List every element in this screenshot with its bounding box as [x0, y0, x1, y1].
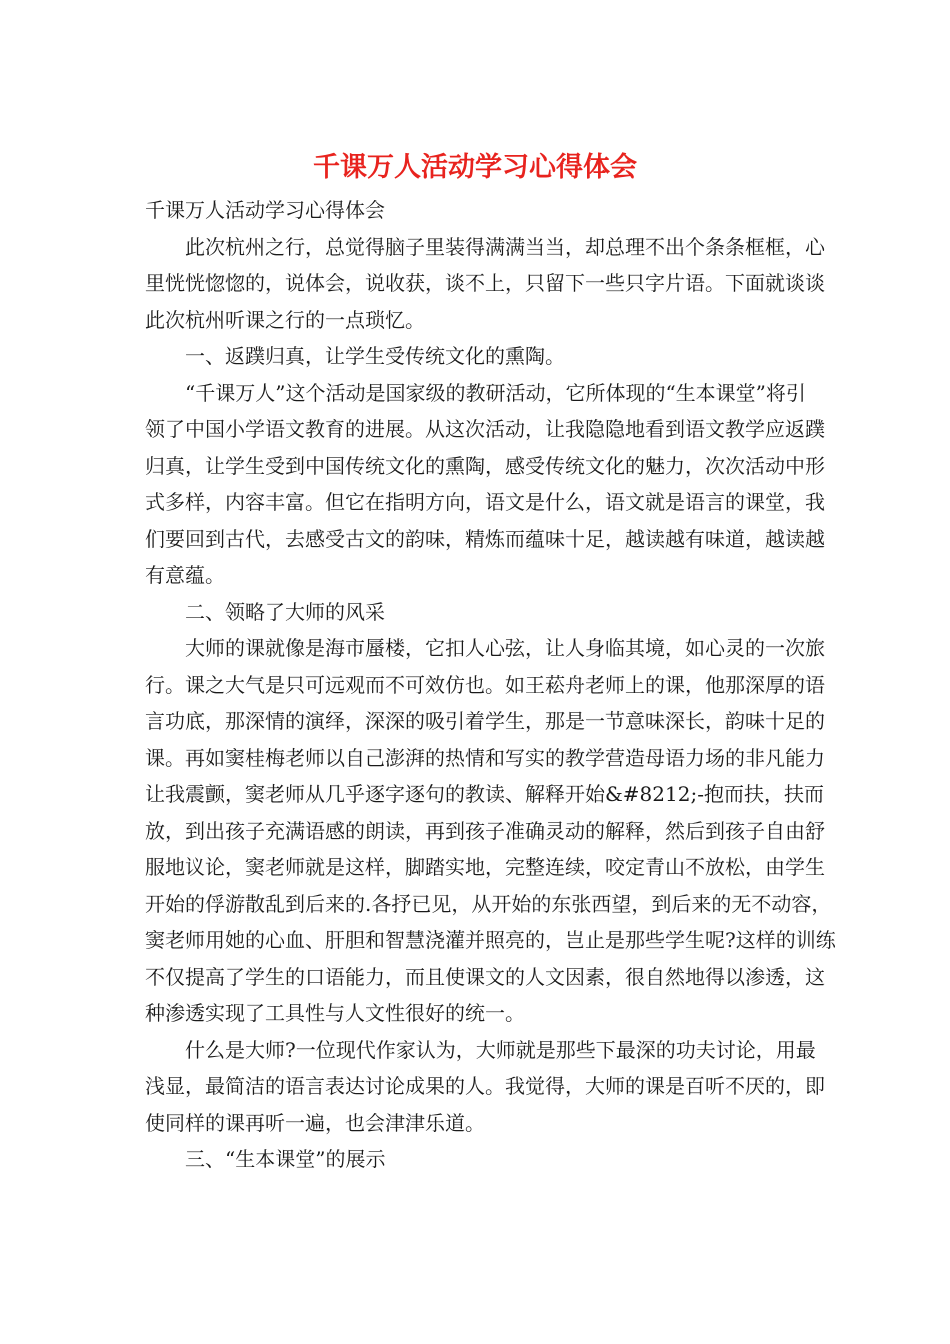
- paragraph-master-definition: 什么是大师?一位现代作家认为，大师就是那些下最深的功夫讨论，用最浅显，最简洁的语言表达讨论成果的人。我觉得，大师的课是百听不厌的，即使同样的课再听一遍，也会津津乐道。: [145, 1037, 825, 1135]
- document-subtitle: 千课万人活动学习心得体会: [145, 198, 385, 222]
- paragraph-section-1: “千课万人”这个活动是国家级的教研活动，它所体现的“生本课堂”将引领了中国小学语文教育的进展。从这次活动，让我隐隐地看到语文教学应返蹼归真，让学生受到中国传统文化的熏陶，感受传统文化的魅力，次次活动中形式多样，内容丰富。但它在指明方向，语文是什么，语文就是语言的课堂，我们要回到古代，去感受古文的韵味，精炼而蕴味十足，越读越有味道，越读越有意蕴。: [145, 380, 825, 587]
- section-heading-3: 三、“生本课堂”的展示: [185, 1147, 386, 1171]
- paragraph-section-2: 大师的课就像是海市蜃楼，它扣人心弦，让人身临其境，如心灵的一次旅行。课之大气是只可远观而不可效仿也。如王菘舟老师上的课，他那深厚的语言功底，那深情的演绎，深深的吸引着学生，那是一节意味深长，韵味十足的课。再如窦桂梅老师以自己澎湃的热情和写实的教学营造母语力场的非凡能力让我震颤，窦老师从几乎逐字逐句的教读、解释开始&#8212;-抱而扶，扶而放，到出孩子充满语感的朗读，再到孩子准确灵动的解释，然后到孩子自由舒服地议论，窦老师就是这样，脚踏实地，完整连续，咬定青山不放松，由学生开始的俘游散乱到后来的.各抒已见，从开始的东张西望，到后来的无不动容，窦老师用她的心血、肝胆和智慧浇灌并照亮的，岂止是那些学生呢?这样的训练不仅提高了学生的口语能力，而且使课文的人文因素，很自然地得以渗透，这种渗透实现了工具性与人文性很好的统一。: [145, 636, 836, 1025]
- section-heading-1: 一、返蹼归真，让学生受传统文化的熏陶。: [185, 344, 565, 368]
- document-title: 千课万人活动学习心得体会: [313, 152, 637, 183]
- section-heading-2: 二、领略了大师的风采: [185, 599, 385, 624]
- document-body: [145, 192, 836, 1178]
- paragraph-intro: 此次杭州之行，总觉得脑子里装得满满当当，却总理不出个条条框框，心里恍恍惚惚的，说体会，说收获，谈不上，只留下一些只字片语。下面就谈谈此次杭州听课之行的一点琐忆。: [145, 234, 825, 332]
